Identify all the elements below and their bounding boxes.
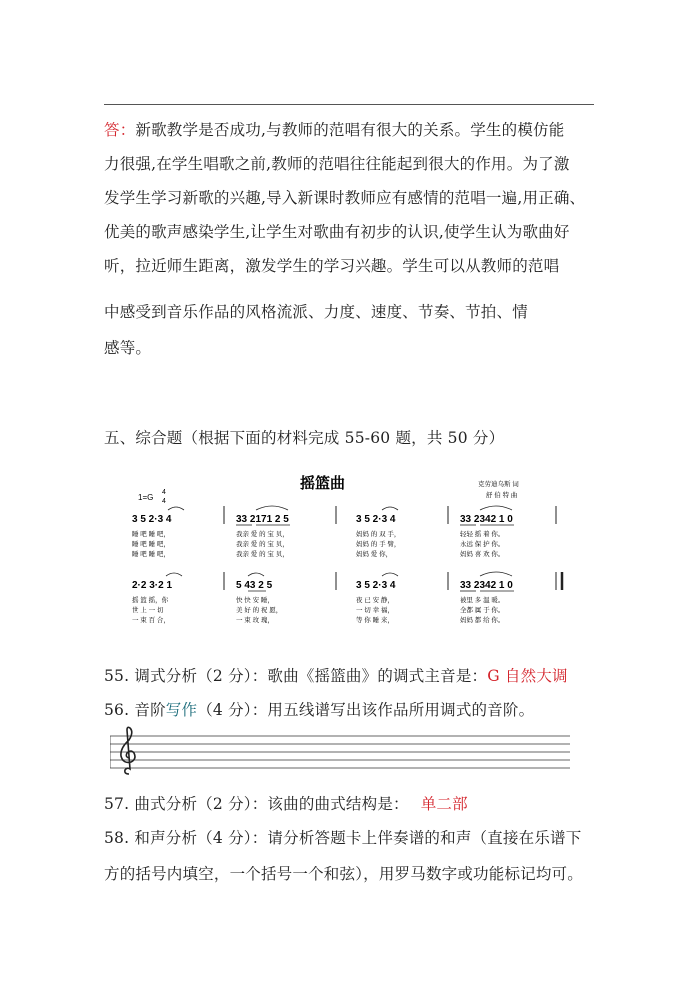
lyric-line: 睡 吧 睡 吧， — [132, 531, 170, 538]
answer-line-7: 感等。 — [104, 339, 152, 357]
lyric-line: 睡 吧 睡 吧， — [132, 551, 170, 558]
score-measure-notes: 3 5 2·3 4 — [356, 514, 396, 525]
lyric-line: 妈妈 都 给 你。 — [460, 617, 505, 624]
score-key: 1=G — [138, 493, 154, 502]
lyric-line: 等 你 睡 来， — [356, 617, 394, 624]
slur — [382, 573, 398, 576]
treble-clef-icon — [121, 727, 135, 774]
lyric-line: 妈妈 的 双 手， — [356, 531, 401, 538]
answer-line-5: 听，拉近师生距离，激发学生的学习兴趣。学生可以从教师的范唱 — [104, 257, 560, 275]
answer-line-6: 中感受到音乐作品的风格流派、力度、速度、节奏、节拍、情 — [104, 303, 528, 321]
lyric-line: 妈妈 的 手 臂， — [356, 541, 401, 548]
question-57-answer: 单二部 — [420, 795, 468, 813]
score-credit-lyrics: 克劳迪乌斯 词 — [478, 481, 519, 488]
lyric-line: 一 束 百 合， — [132, 617, 170, 624]
score-measure-notes: 3 5 2·3 4 — [356, 580, 396, 591]
lyric-line: 我亲 爱 的 宝 贝， — [236, 531, 289, 538]
question-55-text: 55. 调式分析（2 分）：歌曲《摇篮曲》的调式主音是： — [104, 667, 488, 685]
lyric-line: 摇 篮 摇，你 — [132, 597, 169, 604]
slur — [480, 572, 512, 576]
question-57 — [104, 792, 468, 814]
score-credit-music: 舒 伯 特 曲 — [486, 492, 518, 499]
question-56-suffix: （4 分）：用五线谱写出该作品所用调式的音阶。 — [197, 701, 535, 719]
question-58-line-1: 58. 和声分析（4 分）：请分析答题卡上伴奏谱的和声（直接在乐谱下 — [104, 829, 582, 847]
treble-staff — [110, 726, 570, 776]
score-time-top: 4 — [162, 489, 166, 496]
question-56-prefix: 56. 音阶 — [104, 701, 166, 719]
score-title: 摇篮曲 — [300, 474, 346, 492]
question-55-answer: G 自然大调 — [487, 667, 568, 685]
lullaby-score — [110, 466, 600, 636]
answer-line-2: 力很强,在学生唱歌之前,教师的范唱往往能起到很大的作用。为了激 — [104, 155, 570, 173]
slur — [166, 573, 182, 576]
answer-line-4: 优美的歌声感染学生,让学生对歌曲有初步的认识,使学生认为歌曲好 — [104, 223, 570, 241]
slur — [256, 506, 288, 510]
lyric-line: 一 束 玫 瑰， — [236, 617, 274, 624]
question-55 — [104, 664, 568, 686]
header-divider — [104, 104, 594, 105]
lyric-line: 一 切 幸 福， — [356, 607, 394, 614]
question-56 — [104, 698, 534, 720]
score-measure-notes: 2·2 3·2 1 — [132, 580, 173, 591]
lyric-line: 睡 吧 睡 吧， — [132, 541, 170, 548]
section-title: 五、综合题（根据下面的材料完成 55-60 题，共 50 分） — [104, 429, 505, 447]
slur — [480, 506, 512, 510]
lyric-line: 世 上 一 切 — [132, 607, 164, 614]
lyric-line: 快 快 安 睡， — [236, 597, 274, 604]
lyric-line: 被里 多 温 暖。 — [460, 597, 505, 604]
score-measure-notes: 3 5 2·3 4 — [132, 514, 172, 525]
slur — [248, 573, 264, 576]
score-time-bottom: 4 — [162, 498, 166, 505]
lyric-line: 妈妈 爱 你， — [356, 551, 393, 558]
question-56-highlight: 写作 — [165, 701, 198, 719]
lyric-line: 美 好 的 祝 愿， — [236, 607, 283, 614]
score-measure-notes: 33 2342 1 0 — [460, 514, 513, 525]
score-measure-notes: 33 2342 1 0 — [460, 580, 513, 591]
slur — [382, 507, 398, 510]
slur — [168, 507, 184, 510]
question-58-line-2: 方的括号内填空，一个括号一个和弦），用罗马数字或功能标记均可。 — [104, 865, 583, 883]
lyric-line: 我亲 爱 的 宝 贝， — [236, 541, 289, 548]
answer-text: 新歌教学是否成功,与教师的范唱有很大的关系。学生的模仿能 — [135, 121, 565, 139]
answer-colon: ： — [119, 121, 136, 139]
lyric-line: 轻轻 摇 着 你。 — [460, 531, 505, 538]
answer-line-1 — [104, 118, 564, 140]
question-57-text: 57. 曲式分析（2 分）：该曲的曲式结构是： — [104, 795, 409, 813]
score-measure-notes: 5 43 2 5 — [236, 580, 273, 591]
answer-label: 答 — [104, 121, 120, 139]
lyric-line: 全都 属 于 你。 — [460, 607, 505, 614]
score-measure-notes: 33 2171 2 5 — [236, 514, 289, 525]
lyric-line: 我亲 爱 的 宝 贝， — [236, 551, 289, 558]
lyric-line: 永远 保 护 你。 — [460, 541, 505, 548]
lyric-line: 夜 已 安 静， — [356, 597, 394, 604]
lyric-line: 妈妈 喜 欢 你。 — [460, 551, 505, 558]
answer-line-3: 发学生学习新歌的兴趣,导入新课时教师应有感情的范唱一遍,用正确、 — [104, 189, 586, 207]
